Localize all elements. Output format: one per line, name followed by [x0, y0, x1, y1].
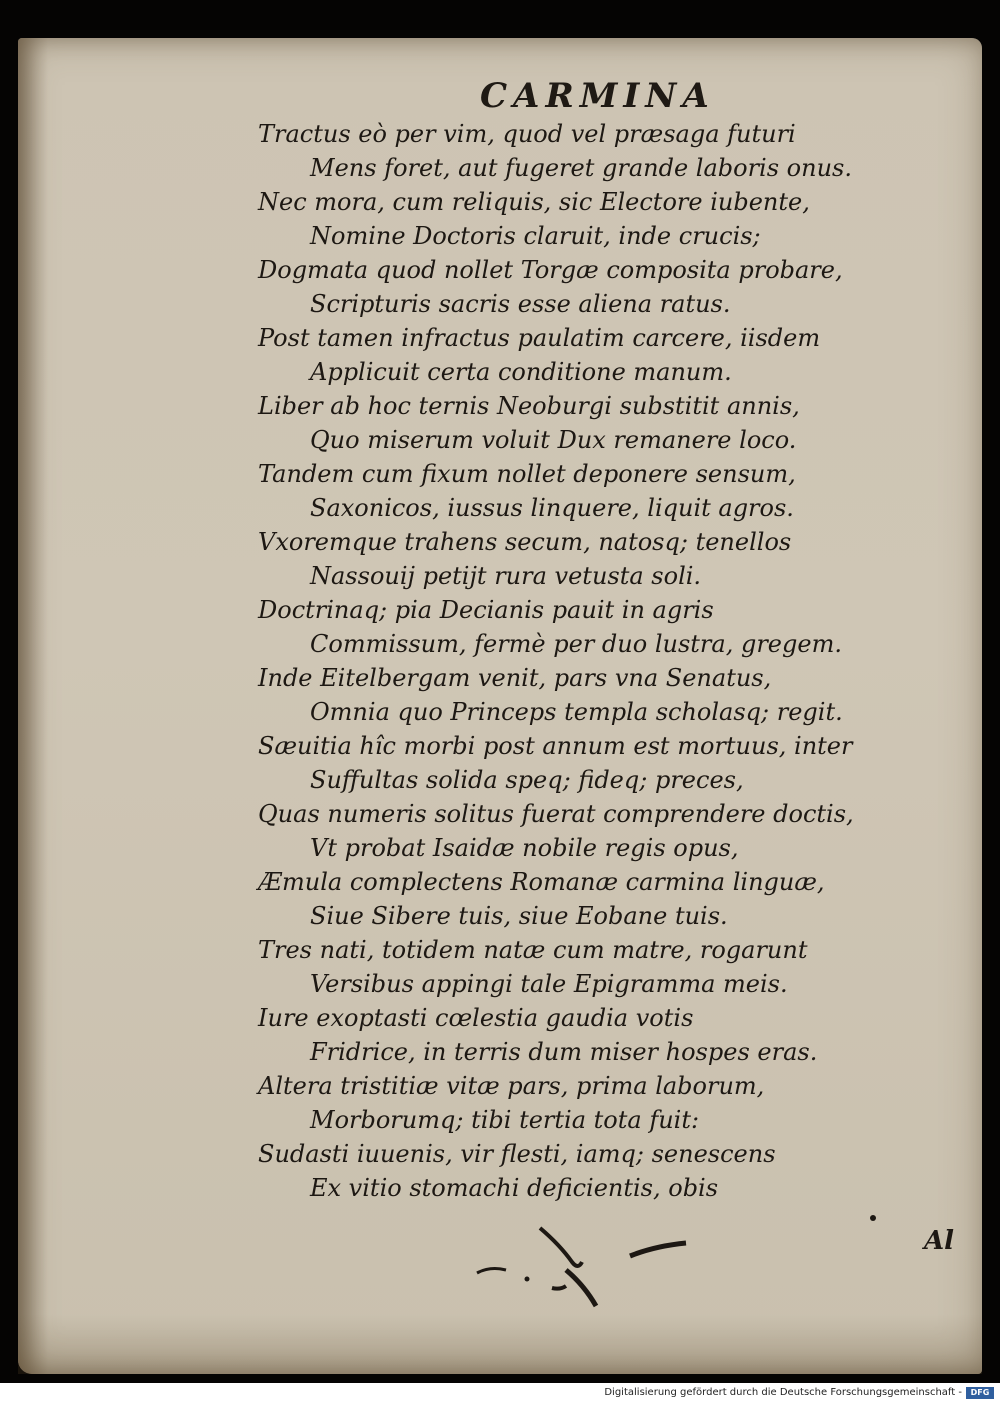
verse-line: Suffultas solida speq; fideq; preces,: [310, 766, 744, 794]
verse-line: Nassouij petijt rura vetusta soli.: [310, 562, 702, 590]
verse-line: Omnia quo Princeps templa scholasq; regit.: [310, 698, 843, 726]
verse-line: Ex vitio stomachi deficientis, obis: [310, 1174, 719, 1202]
verse-line: Æmula complectens Romanæ carmina linguæ,: [258, 868, 825, 896]
verse-line: Vxoremque trahens secum, natosq; tenellos: [258, 528, 792, 556]
dfg-logo: DFG: [966, 1387, 994, 1399]
verse-line: Scripturis sacris esse aliena ratus.: [310, 290, 731, 318]
verse-line: Nomine Doctoris claruit, inde crucis;: [310, 222, 761, 250]
verse-line: Nec mora, cum reliquis, sic Electore iubente,: [258, 188, 810, 216]
verse-line: Morborumq; tibi tertia tota fuit:: [310, 1106, 700, 1134]
verse-line: Saxonicos, iussus linquere, liquit agros.: [310, 494, 794, 522]
verse-line: Inde Eitelbergam venit, pars vna Senatus,: [258, 664, 772, 692]
verse-line: Fridrice, in terris dum miser hospes eras.: [310, 1038, 818, 1066]
verse-line: Tandem cum fixum nollet deponere sensum,: [258, 460, 796, 488]
verse-line: Applicuit certa conditione manum.: [310, 358, 732, 386]
verse-line: Siue Sibere tuis, siue Eobane tuis.: [310, 902, 728, 930]
verse-line: Quas numeris solitus fuerat comprendere doctis,: [258, 800, 854, 828]
verse-line: Tractus eò per vim, quod vel præsaga futuri: [258, 120, 796, 148]
verse-line: Sudasti iuuenis, vir flesti, iamq; senescens: [258, 1140, 776, 1168]
verse-line: Iure exoptasti cœlestia gaudia votis: [258, 1004, 694, 1032]
catchword: Al: [924, 1226, 955, 1256]
verse-line: Sæuitia hîc morbi post annum est mortuus, inter: [258, 732, 853, 760]
verse-line: Post tamen infractus paulatim carcere, iisdem: [258, 324, 821, 352]
verse-line: Quo miserum voluit Dux remanere loco.: [310, 426, 797, 454]
footer-credit-text: Digitalisierung gefördert durch die Deutsche Forschungsgemeinschaft -: [604, 1387, 962, 1398]
verse-line: Tres nati, totidem natæ cum matre, rogarunt: [258, 936, 808, 964]
running-head: CARMINA: [480, 76, 715, 116]
digitization-footer: [0, 1383, 1000, 1404]
verse-line: Vt probat Isaidæ nobile regis opus,: [310, 834, 739, 862]
verse-line: Liber ab hoc ternis Neoburgi substitit annis,: [258, 392, 800, 420]
verse-line: Dogmata quod nollet Torgæ composita probare,: [258, 256, 843, 284]
verse-line: Altera tristitiæ vitæ pars, prima laborum,: [258, 1072, 765, 1100]
verse-line: Commissum, fermè per duo lustra, gregem.: [310, 630, 842, 658]
verse-line: Mens foret, aut fugeret grande laboris onus.: [310, 154, 852, 182]
verse-line: Doctrinaq; pia Decianis pauit in agris: [258, 596, 714, 624]
verse-line: Versibus appingi tale Epigramma meis.: [310, 970, 788, 998]
